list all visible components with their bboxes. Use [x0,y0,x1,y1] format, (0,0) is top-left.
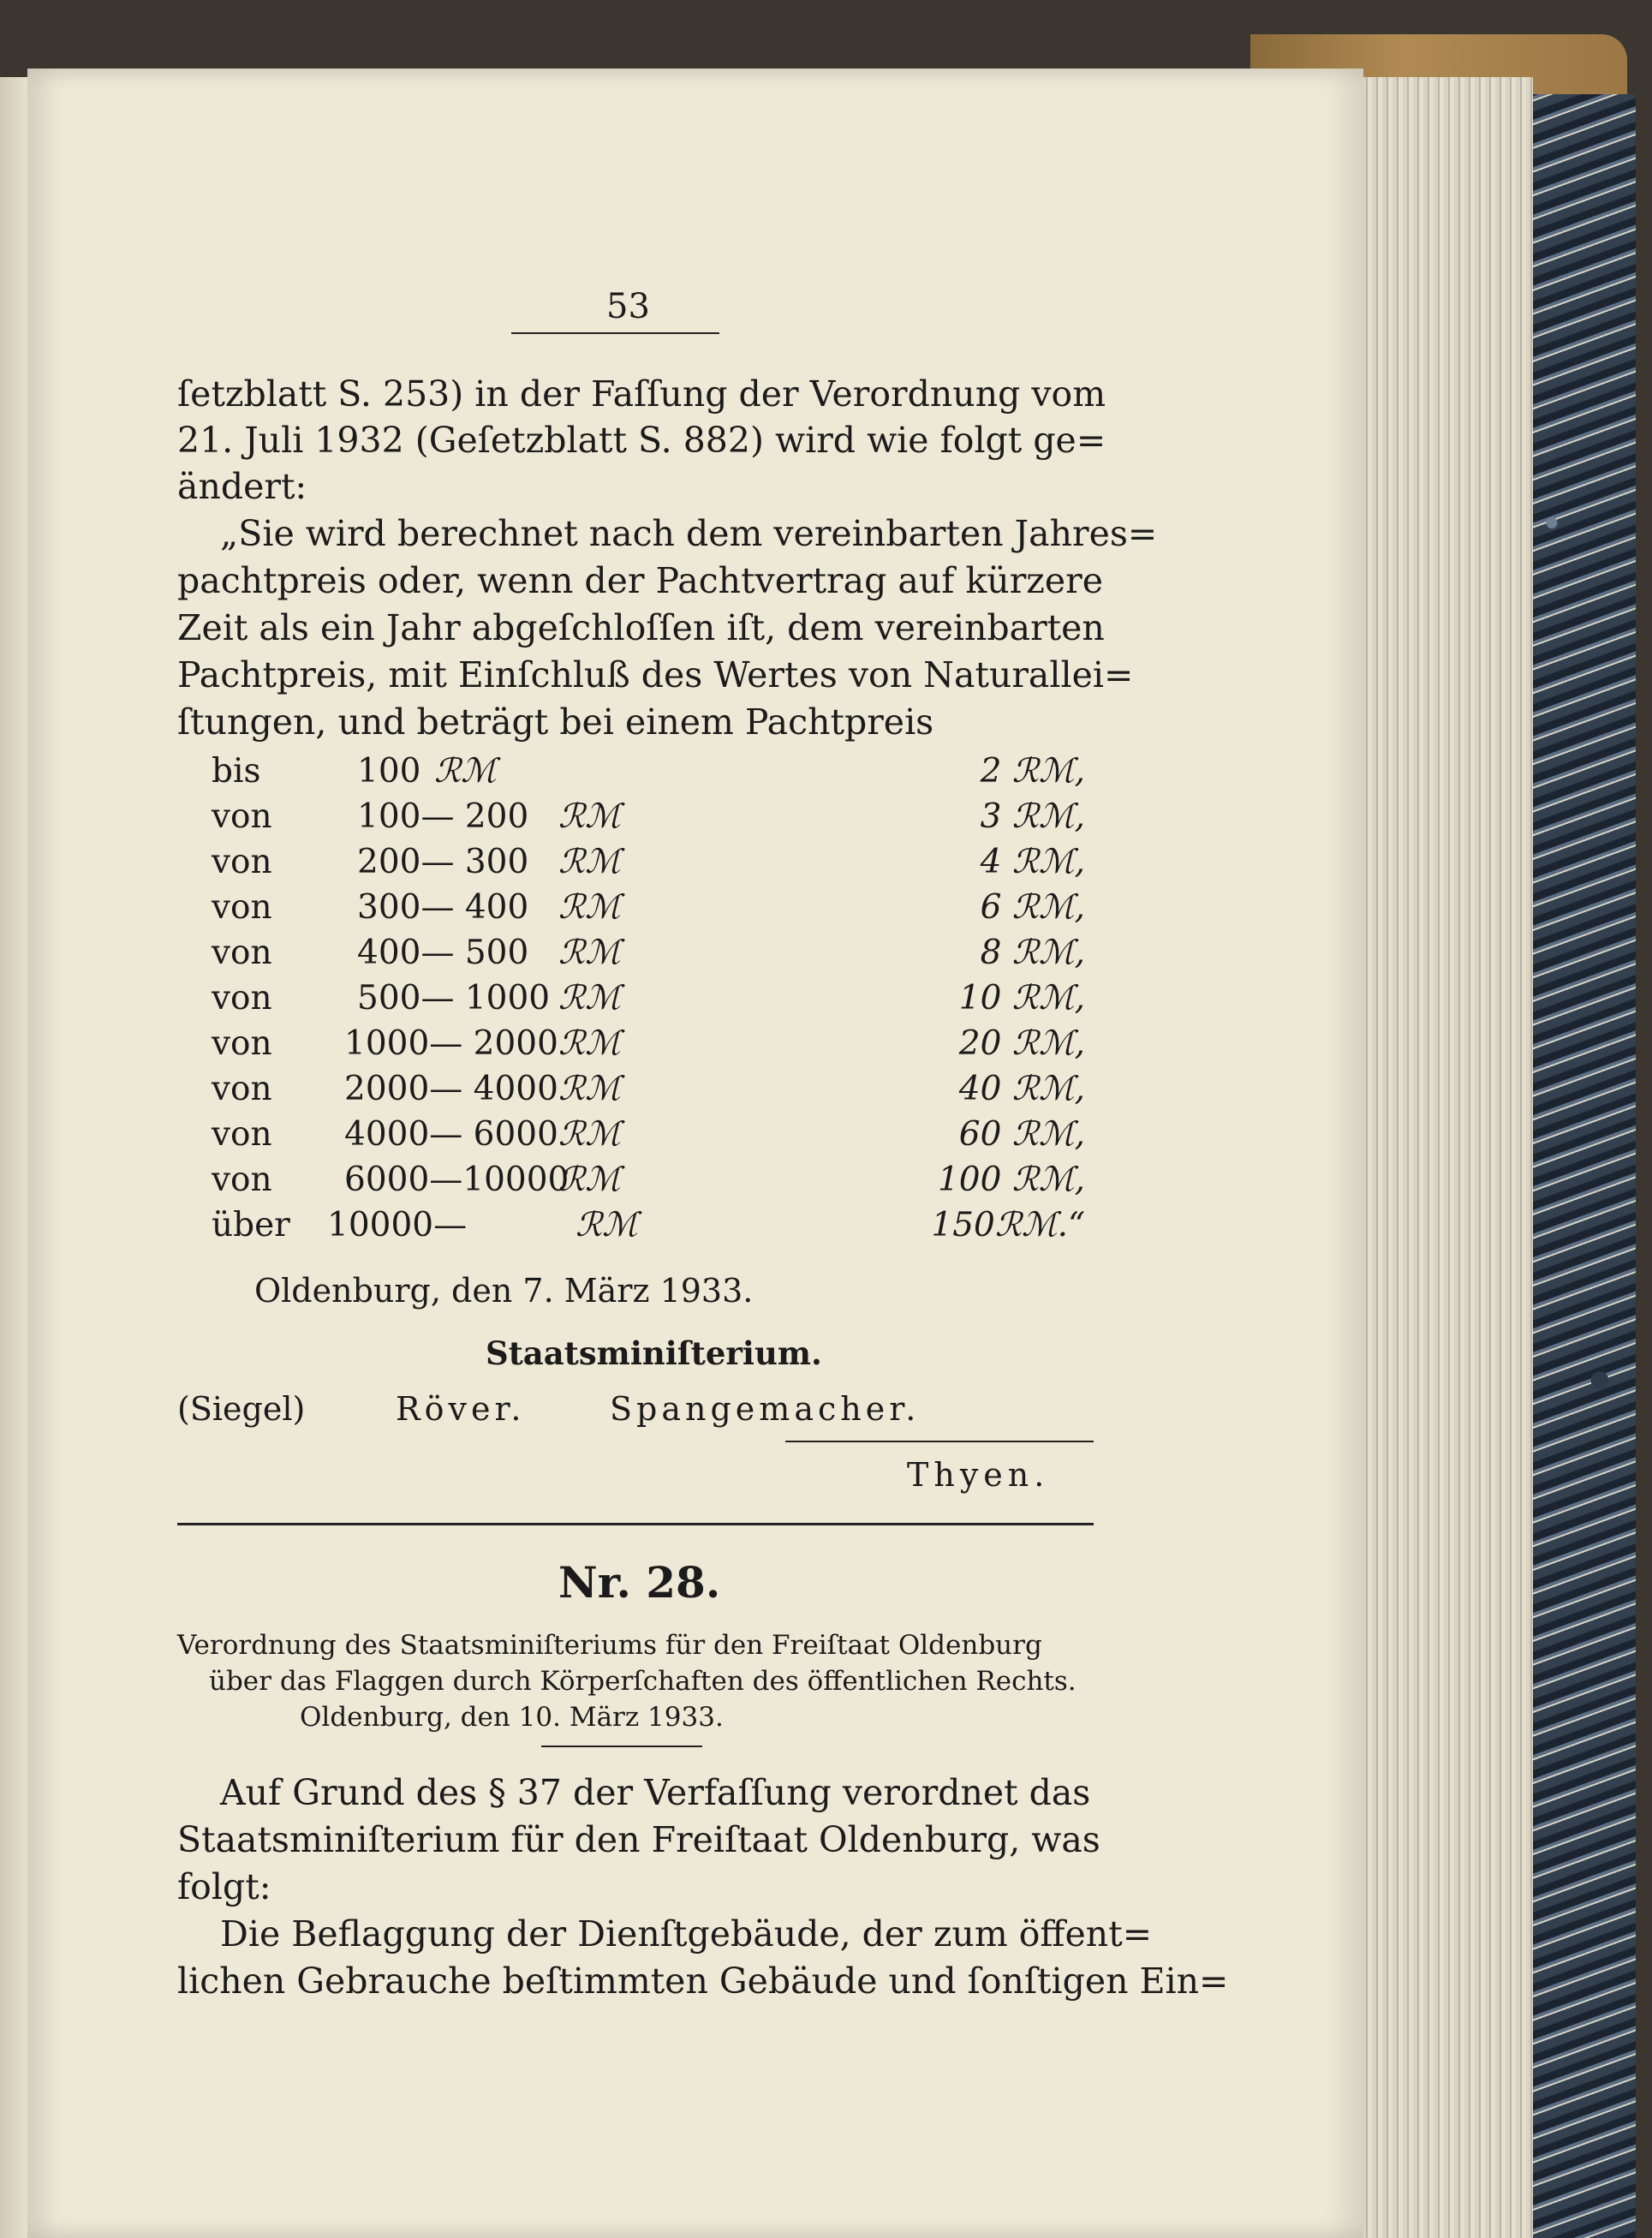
signature-roever: Röver. [396,1390,526,1428]
fee-amount: 60 ℛℳ, [958,1115,1085,1154]
fee-prep: bis [212,752,261,791]
fee-unit: ℛℳ [558,1115,621,1154]
fee-unit: ℛℳ [434,752,497,791]
fee-range: 400— 500 [357,934,529,972]
fee-prep: von [212,934,272,972]
section-body-line-2 [177,1816,1100,1864]
fee-amount: 150ℛℳ.“ [931,1206,1085,1244]
section-divider [177,1523,1094,1525]
section-subtitle-2: über das Flaggen durch Körperſchaften des öffentlichen Rechts. [209,1666,1076,1697]
section-body-line-4 [220,1910,1153,1958]
signature-rule [785,1441,1094,1442]
fee-unit: ℛℳ [558,979,621,1018]
book-page [27,69,1363,2238]
body-line-text: Pachtpreis, mit Einſchluß des Wertes von Naturallei= [177,654,1134,695]
fee-range: 200— 300 [357,843,529,881]
section-body-line-5 [177,1957,1229,2005]
fee-row [212,795,1085,839]
body-line-text: ſtungen, und beträgt bei einem Pachtpreis [177,701,934,743]
fee-unit: ℛℳ [558,797,621,836]
section-body-line-1 [220,1769,1091,1817]
section-body-line-3 [177,1863,1085,1911]
fee-prep: von [212,888,272,927]
fee-range: 100 [357,752,421,791]
fee-range: 1000— 2000 [344,1024,558,1063]
fee-range: 10000— [327,1206,468,1244]
fee-row [212,886,1085,930]
fee-row [212,1067,1085,1112]
body-line-text: lichen Gebrauche beſtimmten Gebäude und ſonſtigen Ein= [177,1960,1229,2002]
fee-range: 6000—10000 [344,1161,570,1199]
fee-range: 4000— 6000 [344,1115,558,1154]
fee-amount: 8 ℛℳ, [980,934,1085,972]
fee-amount: 2 ℛℳ, [980,752,1085,791]
fee-row [212,1203,1085,1248]
fee-unit: ℛℳ [558,1070,621,1108]
body-line-text: ſetzblatt S. 253) in der Faſſung der Verordnung vom [177,373,1106,415]
fee-unit: ℛℳ [576,1206,638,1244]
body-line-text: 21. Juli 1932 (Geſetzblatt S. 882) wird wie folgt ge= [177,420,1106,461]
fee-unit: ℛℳ [558,1161,621,1199]
fee-range: 2000— 4000 [344,1070,558,1108]
body-line-text: folgt: [177,1866,271,1907]
page-stack-edge [1362,77,1533,2238]
section-subtitle-1: Verordnung des Staatsminiſteriums für den Freiſtaat Oldenburg [177,1630,1042,1661]
fee-amount: 10 ℛℳ, [958,979,1085,1018]
fee-amount: 20 ℛℳ, [958,1024,1085,1063]
signature-spangemacher: Spangemacher. [610,1390,921,1428]
fee-prep: von [212,1115,272,1154]
body-line-text: Zeit als ein Jahr abgeſchloſſen iſt, dem vereinbarten [177,607,1105,648]
marbled-endpaper [1516,94,1636,2238]
fee-unit: ℛℳ [558,888,621,927]
body-line-text: Auf Grund des § 37 der Verfaſſung verordnet das [220,1772,1091,1813]
fee-amount: 3 ℛℳ, [980,797,1085,836]
fee-prep: von [212,797,272,836]
fee-row [212,1113,1085,1157]
fee-amount: 40 ℛℳ, [958,1070,1085,1108]
fee-unit: ℛℳ [558,1024,621,1063]
fee-prep: von [212,843,272,881]
fee-prep: von [212,1161,272,1199]
fee-unit: ℛℳ [558,934,621,972]
fee-amount: 100 ℛℳ, [937,1161,1085,1199]
fee-row [212,1022,1085,1066]
subtitle-rule [541,1746,702,1747]
fee-prep: von [212,979,272,1018]
body-line-text: ändert: [177,466,307,507]
ministry-heading: Staatsminiſterium. [486,1334,822,1372]
fee-prep: von [212,1070,272,1108]
fee-range: 300— 400 [357,888,529,927]
fee-range: 500— 1000 [357,979,551,1018]
fee-row [212,749,1085,794]
body-line-text: „Sie wird berechnet nach dem vereinbarten Jahres= [220,513,1158,554]
place-date: Oldenburg, den 7. März 1933. [254,1272,754,1310]
fee-range: 100— 200 [357,797,529,836]
fee-prep: von [212,1024,272,1063]
seal-note: (Siegel) [177,1390,306,1428]
section-number: Nr. 28. [558,1557,721,1608]
fee-row [212,1158,1085,1203]
body-line-text: Staatsminiſterium für den Freiſtaat Oldenburg, was [177,1819,1100,1860]
fee-amount: 6 ℛℳ, [980,888,1085,927]
fee-row [212,840,1085,885]
page-number: 53 [606,287,650,326]
fee-row [212,931,1085,976]
fee-unit: ℛℳ [558,843,621,881]
fee-amount: 4 ℛℳ, [980,843,1085,881]
section-subtitle-3: Oldenburg, den 10. März 1933. [300,1702,724,1733]
body-line-text: pachtpreis oder, wenn der Pachtvertrag auf kürzere [177,560,1104,601]
fee-row [212,976,1085,1021]
signature-thyen: Thyen. [907,1456,1050,1494]
body-line-text: Die Beflaggung der Dienſtgebäude, der zum öffent= [220,1913,1153,1955]
fee-prep: über [212,1206,290,1244]
